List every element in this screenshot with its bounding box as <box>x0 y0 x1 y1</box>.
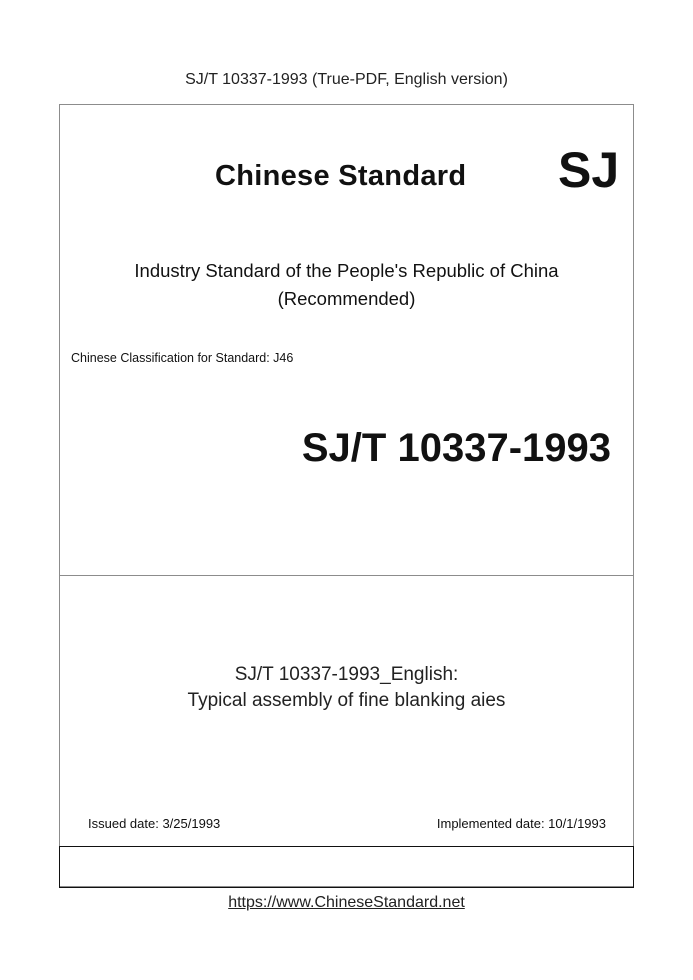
issued-date: Issued date: 3/25/1993 <box>88 816 221 831</box>
website-link[interactable]: https://www.ChineseStandard.net <box>228 894 465 911</box>
bottom-box <box>59 846 634 888</box>
title-line-1: SJ/T 10337-1993_English: <box>234 664 459 685</box>
section-divider <box>60 575 633 576</box>
standard-title-block <box>60 662 633 714</box>
classification-label: Chinese Classification for Standard: J46 <box>71 351 294 365</box>
standard-number: SJ/T 10337-1993 <box>301 426 611 470</box>
standard-mark: SJ <box>558 142 620 198</box>
footer <box>0 894 693 912</box>
document-header-title: SJ/T 10337-1993 (True-PDF, English version) <box>185 71 508 88</box>
title-line-2: Typical assembly of fine blanking aies <box>187 690 506 711</box>
industry-statement <box>60 257 633 313</box>
industry-line-1: Industry Standard of the People's Republic of China <box>134 260 559 281</box>
cover-frame <box>59 104 634 887</box>
implemented-date: Implemented date: 10/1/1993 <box>436 816 606 831</box>
industry-line-2: (Recommended) <box>277 288 416 309</box>
cover-heading: Chinese Standard <box>215 160 467 192</box>
